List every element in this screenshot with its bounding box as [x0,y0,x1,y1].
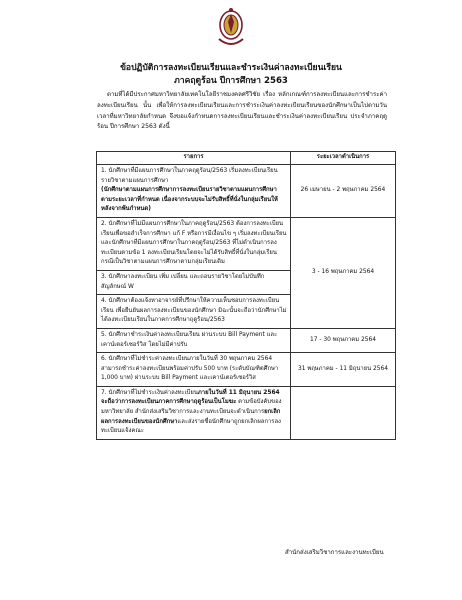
item-text: 2. นักศึกษาที่ไม่มีแผนการศึกษาในภาคฤดูร้อน/2563 ต้องการลงทะเบียนเรียนเพื่อขอสำเร็จการศึกษา แก้ F หรือการมีเงื่อนไข ๆ เริ่มลงทะเบียนเรียน และนักศึกษาที่มีแผนการศึกษาในภาคฤดูร้อน/2563 ที่ไม่ดำเนินการลงทะเบียนตามข้อ 1 ลงทะเบียนเรียนโดยจะไม่ได้รับสิทธิ์ที่นั่งในกลุ่มเรียนกรณีเป็นวิชาตามแผนการศึกษาตามกลุ่มเรียนเดิม [101,220,287,266]
item-cell [97,328,291,352]
item-bold-text: ภายในวันที่ 11 มิถุนายน 2564 จะถือว่าการลงทะเบียนภาคการศึกษาฤดูร้อนเป็นโมฆะ [101,389,280,406]
schedule-table [96,151,396,440]
period-cell: 3 - 16 พฤษภาคม 2564 [291,217,396,328]
period-cell: 31 พฤษภาคม - 11 มิถุนายน 2564 [291,353,396,387]
item-cell [97,295,291,329]
item-cell [97,353,291,387]
header-item: รายการ [97,152,291,165]
period-cell: 17 - 30 พฤษภาคม 2564 [291,328,396,352]
item-cell [97,165,291,218]
item-text: 1. นักศึกษาที่มีแผนการศึกษาในภาคฤดูร้อน/2563 เริ่มลงทะเบียนเรียนรายวิชาตามแผนการศึกษา [101,168,278,184]
item-text: 3. นักศึกษาลงทะเบียน เพิ่ม เปลี่ยน และถอนรายวิชาโดยไม่บันทึกสัญลักษณ์ W [101,273,265,290]
item-cell [97,270,291,294]
table-row [97,328,396,352]
table-row [97,353,396,387]
item-text: 4. นักศึกษาต้องแจ้งหาอาจารย์ที่ปรึกษาให้ความเห็นชอบการลงทะเบียนเรียน เพื่อยืนยันผลการลงทะเบียนของนักศึกษา มิฉะนั้นจะถือว่านักศึกษาไม่ได้ลงทะเบียนเรียนในภาคการศึกษาฤดูร้อน/2563 [101,298,287,324]
period-cell: 26 เมษายน - 2 พฤษภาคม 2564 [291,165,396,218]
item-text: 7. นักศึกษาที่ไม่ชำระเงินค่าลงทะเบียน [101,389,198,396]
item-bold-text-2: ยกเลิกผลการลงทะเบียนของนักศึกษา [101,409,281,425]
item-text-rest: ตามข้อบังคับของมหาวิทยาลัย สำนักส่งเสริมวิชาการและงานทะเบียนจะดำเนินการ [101,399,282,416]
document-subtitle: ภาคฤดูร้อน ปีการศึกษา 2563 [174,76,288,86]
table-row [97,386,396,439]
item-text: 5. นักศึกษาชำระเงินค่าลงทะเบียนเรียน ผ่านระบบ Bill Payment และเคาน์เตอร์เซอร์วิส โดยไม่มีค่าปรับ [101,331,278,348]
item-note: (นักศึกษาตามแผนการศึกษาการลงทะเบียนรายวิชาตามแผนการศึกษาตามระยะเวลาที่กำหนด เนื่องจากระบบจะไม่รับสิทธิ์ที่นั่งในกลุ่มเรียนให้หลังจากพ้นกำหนด) [101,187,278,213]
header-period: ระยะเวลาดำเนินการ [291,152,396,165]
document-title: ข้อปฏิบัติการลงทะเบียนเรียนและชำระเงินค่าลงทะเบียนเรียน [120,63,342,73]
intro-paragraph: ตามที่ได้มีประกาศมหาวิทยาลัยเทคโนโลยีราชมงคลศรีวิชัย เรื่อง หลักเกณฑ์การลงทะเบียนและการชำระค่าลงทะเบียนเรียน นั้น เพื่อให้การลงทะเบียนเรียนและการชำระเงินค่าลงทะเบียนเรียนของนักศึกษาเป็นไปตามวันเวลาที่มหาวิทยาลัยกำหนด จึงขอแจ้งกำหนดการลงทะเบียนเรียนและชำระเงินค่าลงทะเบียนเรียน ประจำภาคฤดูร้อน ปีการศึกษา 2563 ดังนี้ [97,91,387,131]
item-text-rest-2: และส่งรายชื่อนักศึกษาถูกยกเลิกผลการลงทะเบียนแจ้งคณะ [101,418,281,435]
university-seal-icon [213,5,249,53]
period-cell [291,386,396,439]
table-header-row [97,152,396,165]
item-cell [97,217,291,270]
table-row [97,217,396,270]
item-cell [97,386,291,439]
item-text: 6. นักศึกษาที่ไม่ชำระค่าลงทะเบียนภายในวันที่ 30 พฤษภาคม 2564 สามารถชำระค่าลงทะเบียนพร้อมค่าปรับ 500 บาท (ระดับบัณฑิตศึกษา 1,000 บาท) ผ่านระบบ Bill Payment และเคาน์เตอร์เซอร์วิส [101,356,279,382]
footer-office: สำนักส่งเสริมวิชาการและงานทะเบียน [285,549,384,556]
table-row [97,165,396,218]
